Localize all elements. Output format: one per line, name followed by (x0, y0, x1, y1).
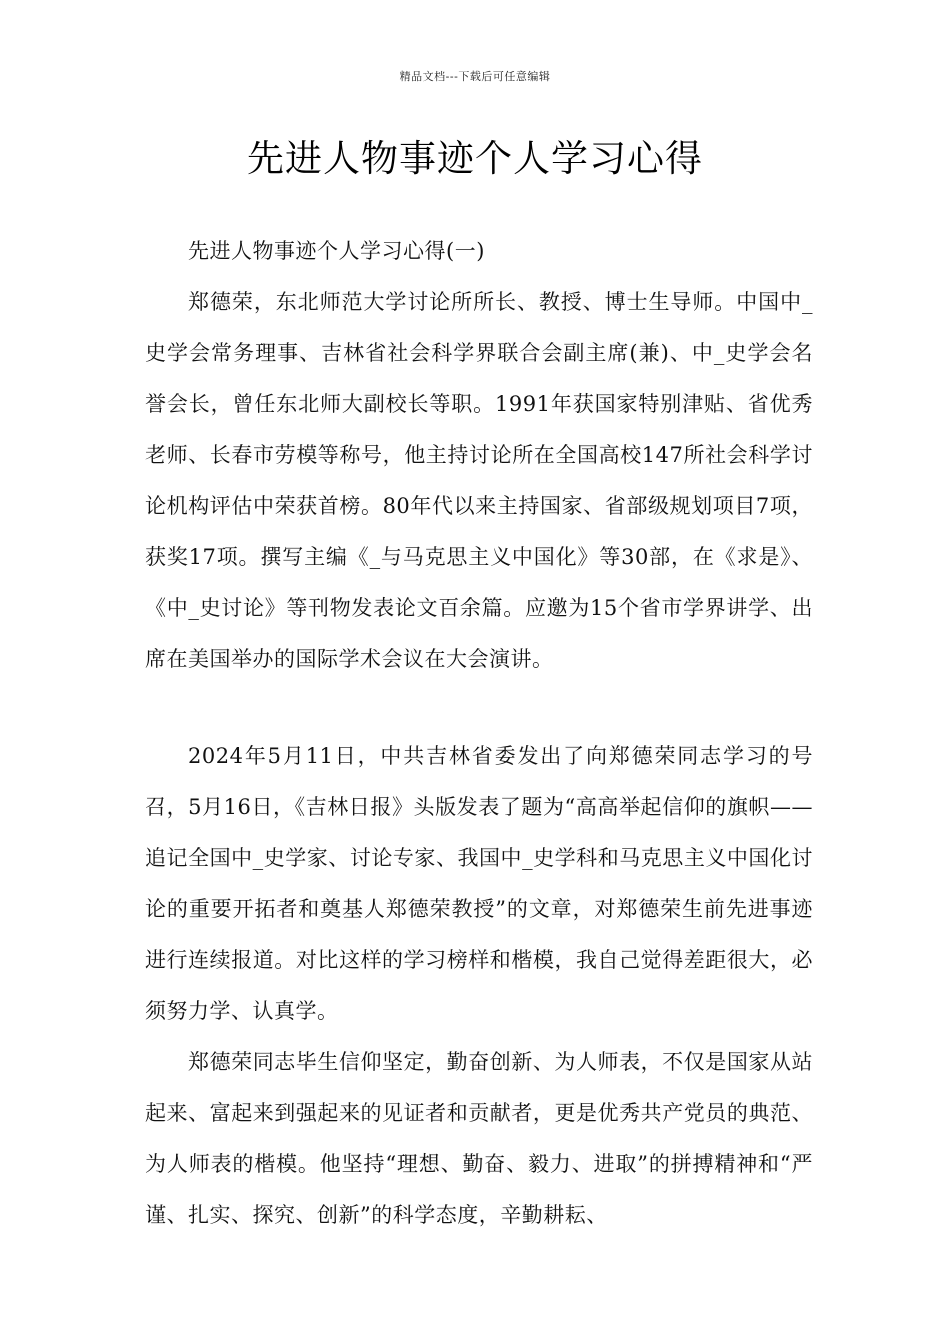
header-note: 精品文档---下载后可任意编辑 (399, 70, 551, 83)
paragraph-3: 郑德荣同志毕生信仰坚定，勤奋创新、为人师表，不仅是国家从站起来、富起来到强起来的见证者和贡献者，更是优秀共产党员的典范、为人师表的楷模。他坚持“理想、勤奋、毅力、进取”的拼搏精神和“严谨、扎实、探究、创新”的科学态度，辛勤耕耘、 (145, 1050, 813, 1227)
paragraph-gap (145, 685, 813, 731)
paragraph-2: 2024年5月11日，中共吉林省委发出了向郑德荣同志学习的号召，5月16日，《吉林日报》头版发表了题为“高高举起信仰的旗帜——追记全国中_史学家、讨论专家、我国中_史学科和马克思主义中国化讨论的重要开拓者和奠基人郑德荣教授”的文章，对郑德荣生前先进事迹进行连续报道。对比这样的学习榜样和楷模，我自己觉得差距很大，必须努力学、认真学。 (145, 744, 813, 1023)
paragraph-1: 郑德荣，东北师范大学讨论所所长、教授、博士生导师。中国中_史学会常务理事、吉林省社会科学界联合会副主席(兼)、中_史学会名誉会长，曾任东北师大副校长等职。1991年获国家特别津贴、省优秀老师、长春市劳模等称号，他主持讨论所在全国高校147所社会科学讨论机构评估中荣获首榜。80年代以来主持国家、省部级规划项目7项，获奖17项。撰写主编《_与马克思主义中国化》等30部，在《求是》、《中_史讨论》等刊物发表论文百余篇。应邀为15个省市学界讲学、出席在美国举办的国际学术会议在大会演讲。 (145, 290, 813, 671)
document-title: 先进人物事迹个人学习心得 (247, 137, 703, 180)
section-subheading: 先进人物事迹个人学习心得(一) (188, 239, 485, 263)
document-body (145, 226, 813, 1241)
